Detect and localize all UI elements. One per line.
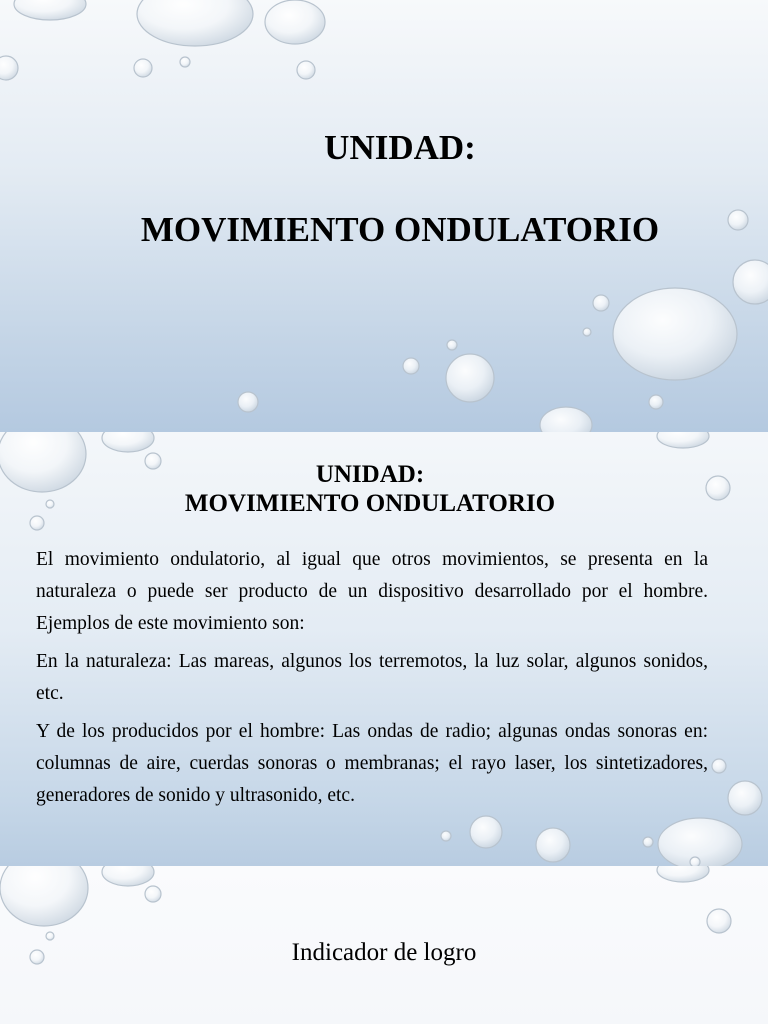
slide-content bbox=[0, 432, 768, 866]
slide1-title-unidad: UNIDAD: bbox=[324, 128, 476, 167]
achievement-indicator-heading: Indicador de logro bbox=[291, 939, 477, 966]
slide-title bbox=[0, 0, 768, 432]
paragraph-human: Y de los producidos por el hombre: Las ondas de radio; algunas ondas sonoras en: columnas de aire, cuerdas sonoras o membranas; el rayo laser, los sintetizadores, generadores de sonido y ultrasonido, etc. bbox=[36, 721, 708, 806]
slide-indicator bbox=[0, 866, 768, 1024]
slide2-title-unidad: UNIDAD: bbox=[315, 461, 425, 488]
paragraph-intro: El movimiento ondulatorio, al igual que otros movimientos, se presenta en la naturaleza o puede ser producto de un dispositivo desarrollado por el hombre. Ejemplos de este movimiento son: bbox=[36, 549, 708, 634]
paragraph-nature: En la naturaleza: Las mareas, algunos los terremotos, la luz solar, algunos sonidos, etc. bbox=[36, 651, 708, 704]
slide2-title-topic: MOVIMIENTO ONDULATORIO bbox=[184, 490, 556, 517]
slide1-title-topic: MOVIMIENTO ONDULATORIO bbox=[140, 210, 660, 249]
slide2-body bbox=[36, 544, 708, 818]
